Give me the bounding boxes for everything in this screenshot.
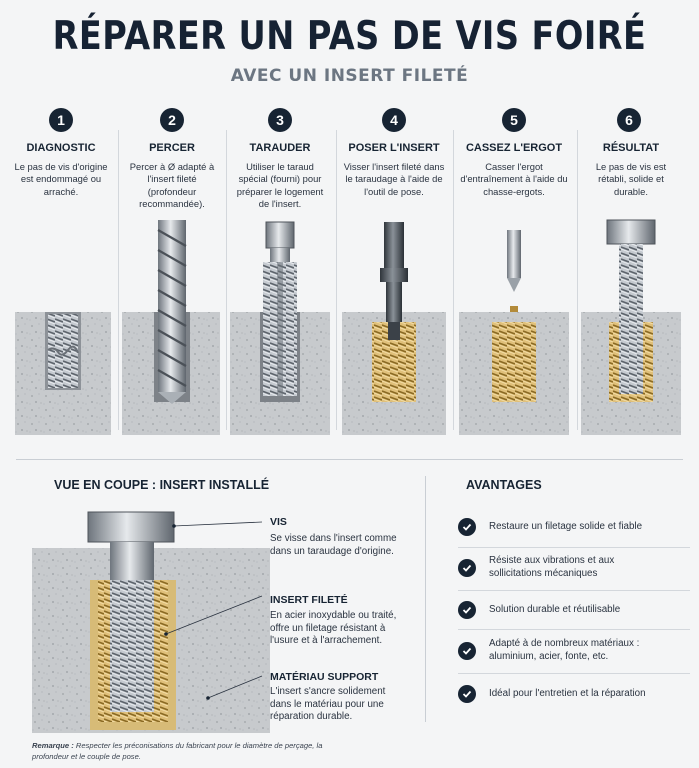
callout-material-title: MATÉRIAU SUPPORT (270, 671, 379, 683)
step-description: Le pas de vis est rétabli, solide et durable. (595, 161, 667, 197)
step-5 (455, 100, 573, 445)
step-number: 4 (382, 108, 406, 132)
step-separator (226, 130, 227, 430)
tap-icon (230, 210, 330, 435)
column-divider (425, 476, 426, 722)
step-4 (338, 100, 450, 445)
footnote (32, 740, 332, 762)
page-title: RÉPARER UN PAS DE VIS FOIRÉ (52, 14, 647, 59)
advantage-item (458, 675, 684, 713)
callout-screw-text: Se visse dans l'insert comme dans un taraudage d'origine. (270, 533, 397, 557)
advantage-item (458, 591, 684, 629)
step-2 (120, 100, 224, 445)
check-icon (458, 685, 476, 703)
step-title: DIAGNOSTIC (26, 142, 96, 154)
install-tool-icon (342, 210, 446, 435)
bolt-icon (581, 210, 681, 435)
step-description: Casser l'ergot d'entraînement à l'aide du chasse-ergots. (460, 161, 568, 197)
callout-insert-text: En acier inoxydable ou traité, offre un filetage résistant à l'usure et à l'arrachement. (270, 610, 397, 647)
advantage-text: Idéal pour l'entretien et la réparation (489, 687, 646, 699)
section-divider (16, 459, 683, 460)
damaged-thread-illustration (15, 210, 111, 435)
advantage-item (458, 549, 684, 587)
cross-section-title: VUE EN COUPE : INSERT INSTALLÉ (54, 478, 270, 492)
callout-insert-title: INSERT FILETÉ (270, 594, 348, 606)
step-6 (579, 100, 683, 445)
advantage-text: Adapté à de nombreux matériaux : aluminium, acier, fonte, etc. (489, 638, 640, 662)
advantage-divider (458, 629, 690, 630)
step-description: Utiliser le taraud spécial (fourni) pour préparer le logement de l'insert. (236, 161, 324, 209)
step-title: POSER L'INSERT (348, 142, 440, 154)
step-separator (577, 130, 578, 430)
cross-section-illustration (32, 508, 270, 733)
step-separator (336, 130, 337, 430)
check-icon (458, 518, 476, 536)
step-title: RÉSULTAT (602, 142, 660, 154)
step-title: CASSEZ L'ERGOT (465, 142, 563, 154)
advantage-text: Résiste aux vibrations et aux sollicitations mécaniques (489, 555, 615, 579)
advantage-text: Restaure un filetage solide et fiable (489, 520, 643, 532)
advantage-item (458, 632, 684, 670)
footnote-text: Respecter les préconisations du fabricant pour le diamètre de perçage, la profondeur et le couple de pose. (32, 741, 323, 761)
step-separator (118, 130, 119, 430)
step-title: TARAUDER (249, 142, 311, 154)
step-description: Visser l'insert fileté dans le taraudage à l'aide de l'outil de pose. (343, 161, 445, 197)
step-number: 3 (268, 108, 292, 132)
advantage-item (458, 508, 684, 546)
check-icon (458, 559, 476, 577)
drill-bit-icon (122, 210, 220, 435)
page-subtitle: AVEC UN INSERT FILETÉ (230, 66, 469, 86)
steps-row (0, 100, 699, 445)
advantage-divider (458, 547, 690, 548)
step-number: 2 (160, 108, 184, 132)
step-description: Le pas de vis d'origine est endommagé ou arraché. (14, 161, 108, 197)
step-separator (453, 130, 454, 430)
advantage-divider (458, 673, 690, 674)
step-description: Percer à Ø adapté à l'insert fileté (profondeur recommandée). (129, 161, 215, 209)
check-icon (458, 601, 476, 619)
footnote-label: Remarque : (32, 741, 74, 750)
step-title: PERCER (149, 142, 195, 154)
callout-screw-title: VIS (270, 516, 287, 528)
step-3 (228, 100, 332, 445)
advantage-text: Solution durable et réutilisable (489, 603, 621, 615)
check-icon (458, 642, 476, 660)
advantages-title: AVANTAGES (466, 478, 542, 492)
step-number: 1 (49, 108, 73, 132)
step-number: 5 (502, 108, 526, 132)
callout-material-text: L'insert s'ancre solidement dans le matériau pour une réparation durable. (270, 686, 386, 723)
step-number: 6 (617, 108, 641, 132)
step-1 (8, 100, 114, 445)
punch-icon (459, 210, 569, 435)
